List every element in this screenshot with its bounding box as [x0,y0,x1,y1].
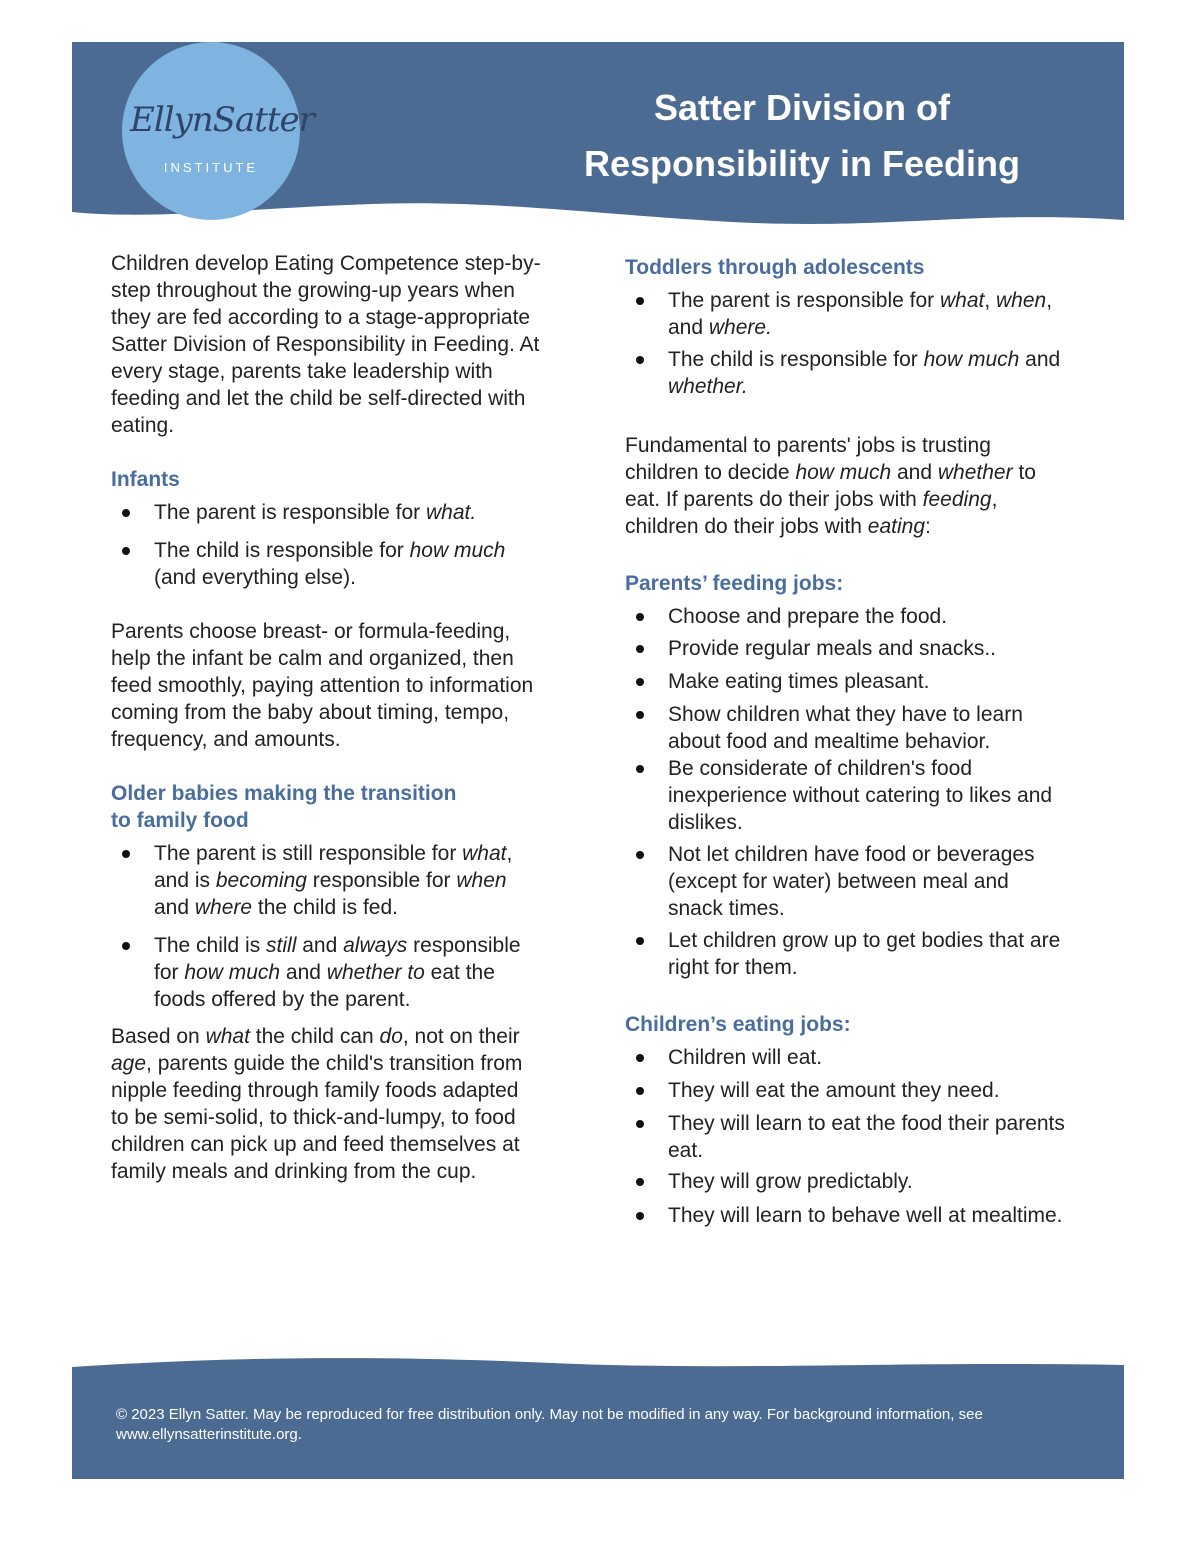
logo-sub-text: INSTITUTE [163,160,259,175]
childrens-jobs-heading: Children’s eating jobs: [625,1013,851,1036]
list-item: They will grow predictably. [625,1168,1065,1195]
right-column [625,254,1065,1229]
page-title [562,80,1042,192]
list-item: The parent is responsible for what. [111,499,541,526]
list-item: Let children grow up to get bodies that are right for them. [625,927,1065,981]
list-item: Choose and prepare the food. [625,603,1065,630]
list-item: They will learn to behave well at mealtime. [625,1202,1065,1229]
childrens-jobs-list [625,1044,1065,1229]
list-item: The child is responsible for how much (and everything else). [111,537,541,591]
list-item: The parent is responsible for what, when, and where. [625,287,1065,341]
title-line-2: Responsibility in Feeding [583,143,1021,184]
title-line-1: Satter Division of [653,87,951,128]
infants-list [111,499,541,591]
list-item: The parent is still responsible for what, and is becoming responsible for when and where the child is fed. [111,840,541,921]
infants-paragraph: Parents choose breast- or formula-feeding, help the infant be calm and organized, then feed smoothly, paying attention to information coming from the baby about timing, tempo, frequency, and amounts. [111,620,534,751]
logo-script-text: EllynSatter [130,100,314,140]
fundamental-paragraph: Fundamental to parents' jobs is trusting children to decide how much and whether to eat. If parents do their jobs with feeding, children do their jobs with eating: [625,434,1036,538]
list-item: Be considerate of children's food inexperience without catering to likes and dislikes. [625,755,1065,836]
parents-jobs-list [625,603,1065,981]
ellyn-satter-institute-logo [122,42,314,220]
infants-heading: Infants [111,468,180,491]
older-babies-list [111,840,541,1013]
list-item: Provide regular meals and snacks.. [625,635,1065,662]
list-item: The child is still and always responsible for how much and whether to eat the foods offered by the parent. [111,932,541,1013]
list-item: Not let children have food or beverages (except for water) between meal and snack times. [625,841,1065,922]
toddlers-list [625,287,1065,400]
parents-jobs-heading: Parents’ feeding jobs: [625,572,844,595]
left-column [111,250,541,1185]
list-item: Make eating times pleasant. [625,668,1065,695]
list-item: Show children what they have to learn about food and mealtime behavior. [625,701,1065,755]
toddlers-heading: Toddlers through adolescents [625,256,925,279]
list-item: The child is responsible for how much and whether. [625,346,1065,400]
older-babies-paragraph: Based on what the child can do, not on their age, parents guide the child's transition from nipple feeding through family foods adapted to be semi-solid, to thick-and-lumpy, to food children can pick up and feed themselves at family meals and drinking from the cup. [111,1025,523,1183]
older-babies-heading: Older babies making the transition to family food [111,782,457,832]
list-item: They will learn to eat the food their parents eat. [625,1110,1065,1164]
list-item: They will eat the amount they need. [625,1077,1065,1104]
footer-copyright: © 2023 Ellyn Satter. May be reproduced for free distribution only. May not be modified in any way. For background information, see www.ellynsatterinstitute.org. [116,1406,983,1443]
list-item: Children will eat. [625,1044,1065,1071]
intro-paragraph: Children develop Eating Competence step-by-step throughout the growing-up years when they are fed according to a stage-appropriate Satter Division of Responsibility in Feeding. At every stage, parents take leadership with feeding and let the child be self-directed with eating. [111,252,541,437]
